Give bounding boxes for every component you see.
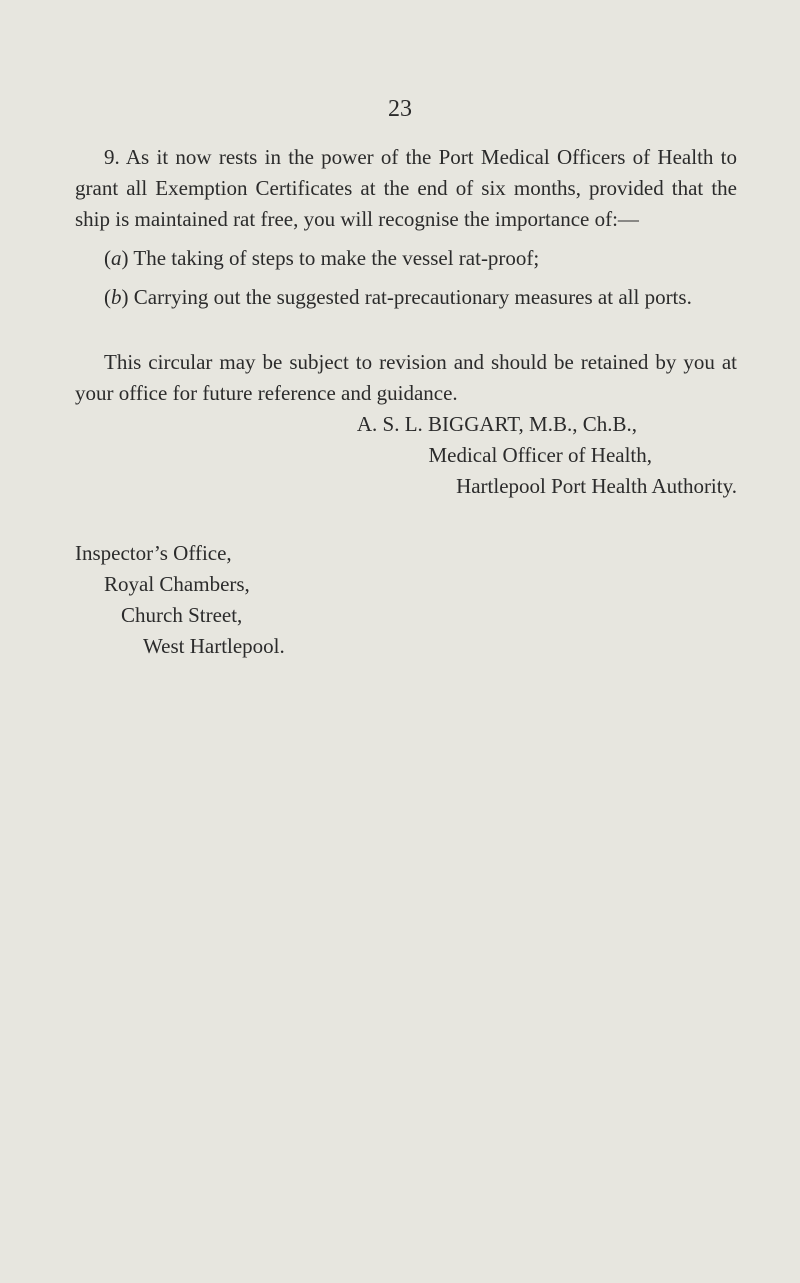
page-number: 23 [388, 96, 412, 122]
list-item-a [75, 243, 737, 274]
paragraph-9-text: As it now rests in the power of the Port Medical Officers of Health to grant all Exemption Certificates at the end of six months, provided that the ship is maintained rat free, you will recognise the importance of:— [75, 145, 738, 231]
address-line-4: West Hartlepool. [143, 634, 285, 658]
address-line-2: Royal Chambers, [104, 572, 250, 596]
list-item-b [75, 282, 737, 313]
signature-block [75, 409, 737, 502]
paragraph-number: 9. [104, 145, 120, 169]
closing-paragraph: This circular may be subject to revision and should be retained by you at your office for future reference and guidance. [75, 350, 737, 405]
signatory-organisation: Hartlepool Port Health Authority. [456, 474, 737, 498]
list-item-a-text: The taking of steps to make the vessel rat-proof; [133, 246, 540, 270]
address-block [75, 538, 737, 662]
document-body [75, 142, 737, 662]
address-line-1: Inspector’s Office, [75, 541, 232, 565]
signatory-name: A. S. L. BIGGART, M.B., Ch.B., [356, 412, 637, 436]
list-marker-b: (b) [104, 285, 129, 309]
signatory-title: Medical Officer of Health, [428, 443, 652, 467]
address-line-3: Church Street, [121, 603, 243, 627]
list-item-b-text: Carrying out the suggested rat-precautionary measures at all ports. [133, 285, 692, 309]
list-marker-a: (a) [104, 246, 129, 270]
paragraph-9 [75, 142, 737, 235]
